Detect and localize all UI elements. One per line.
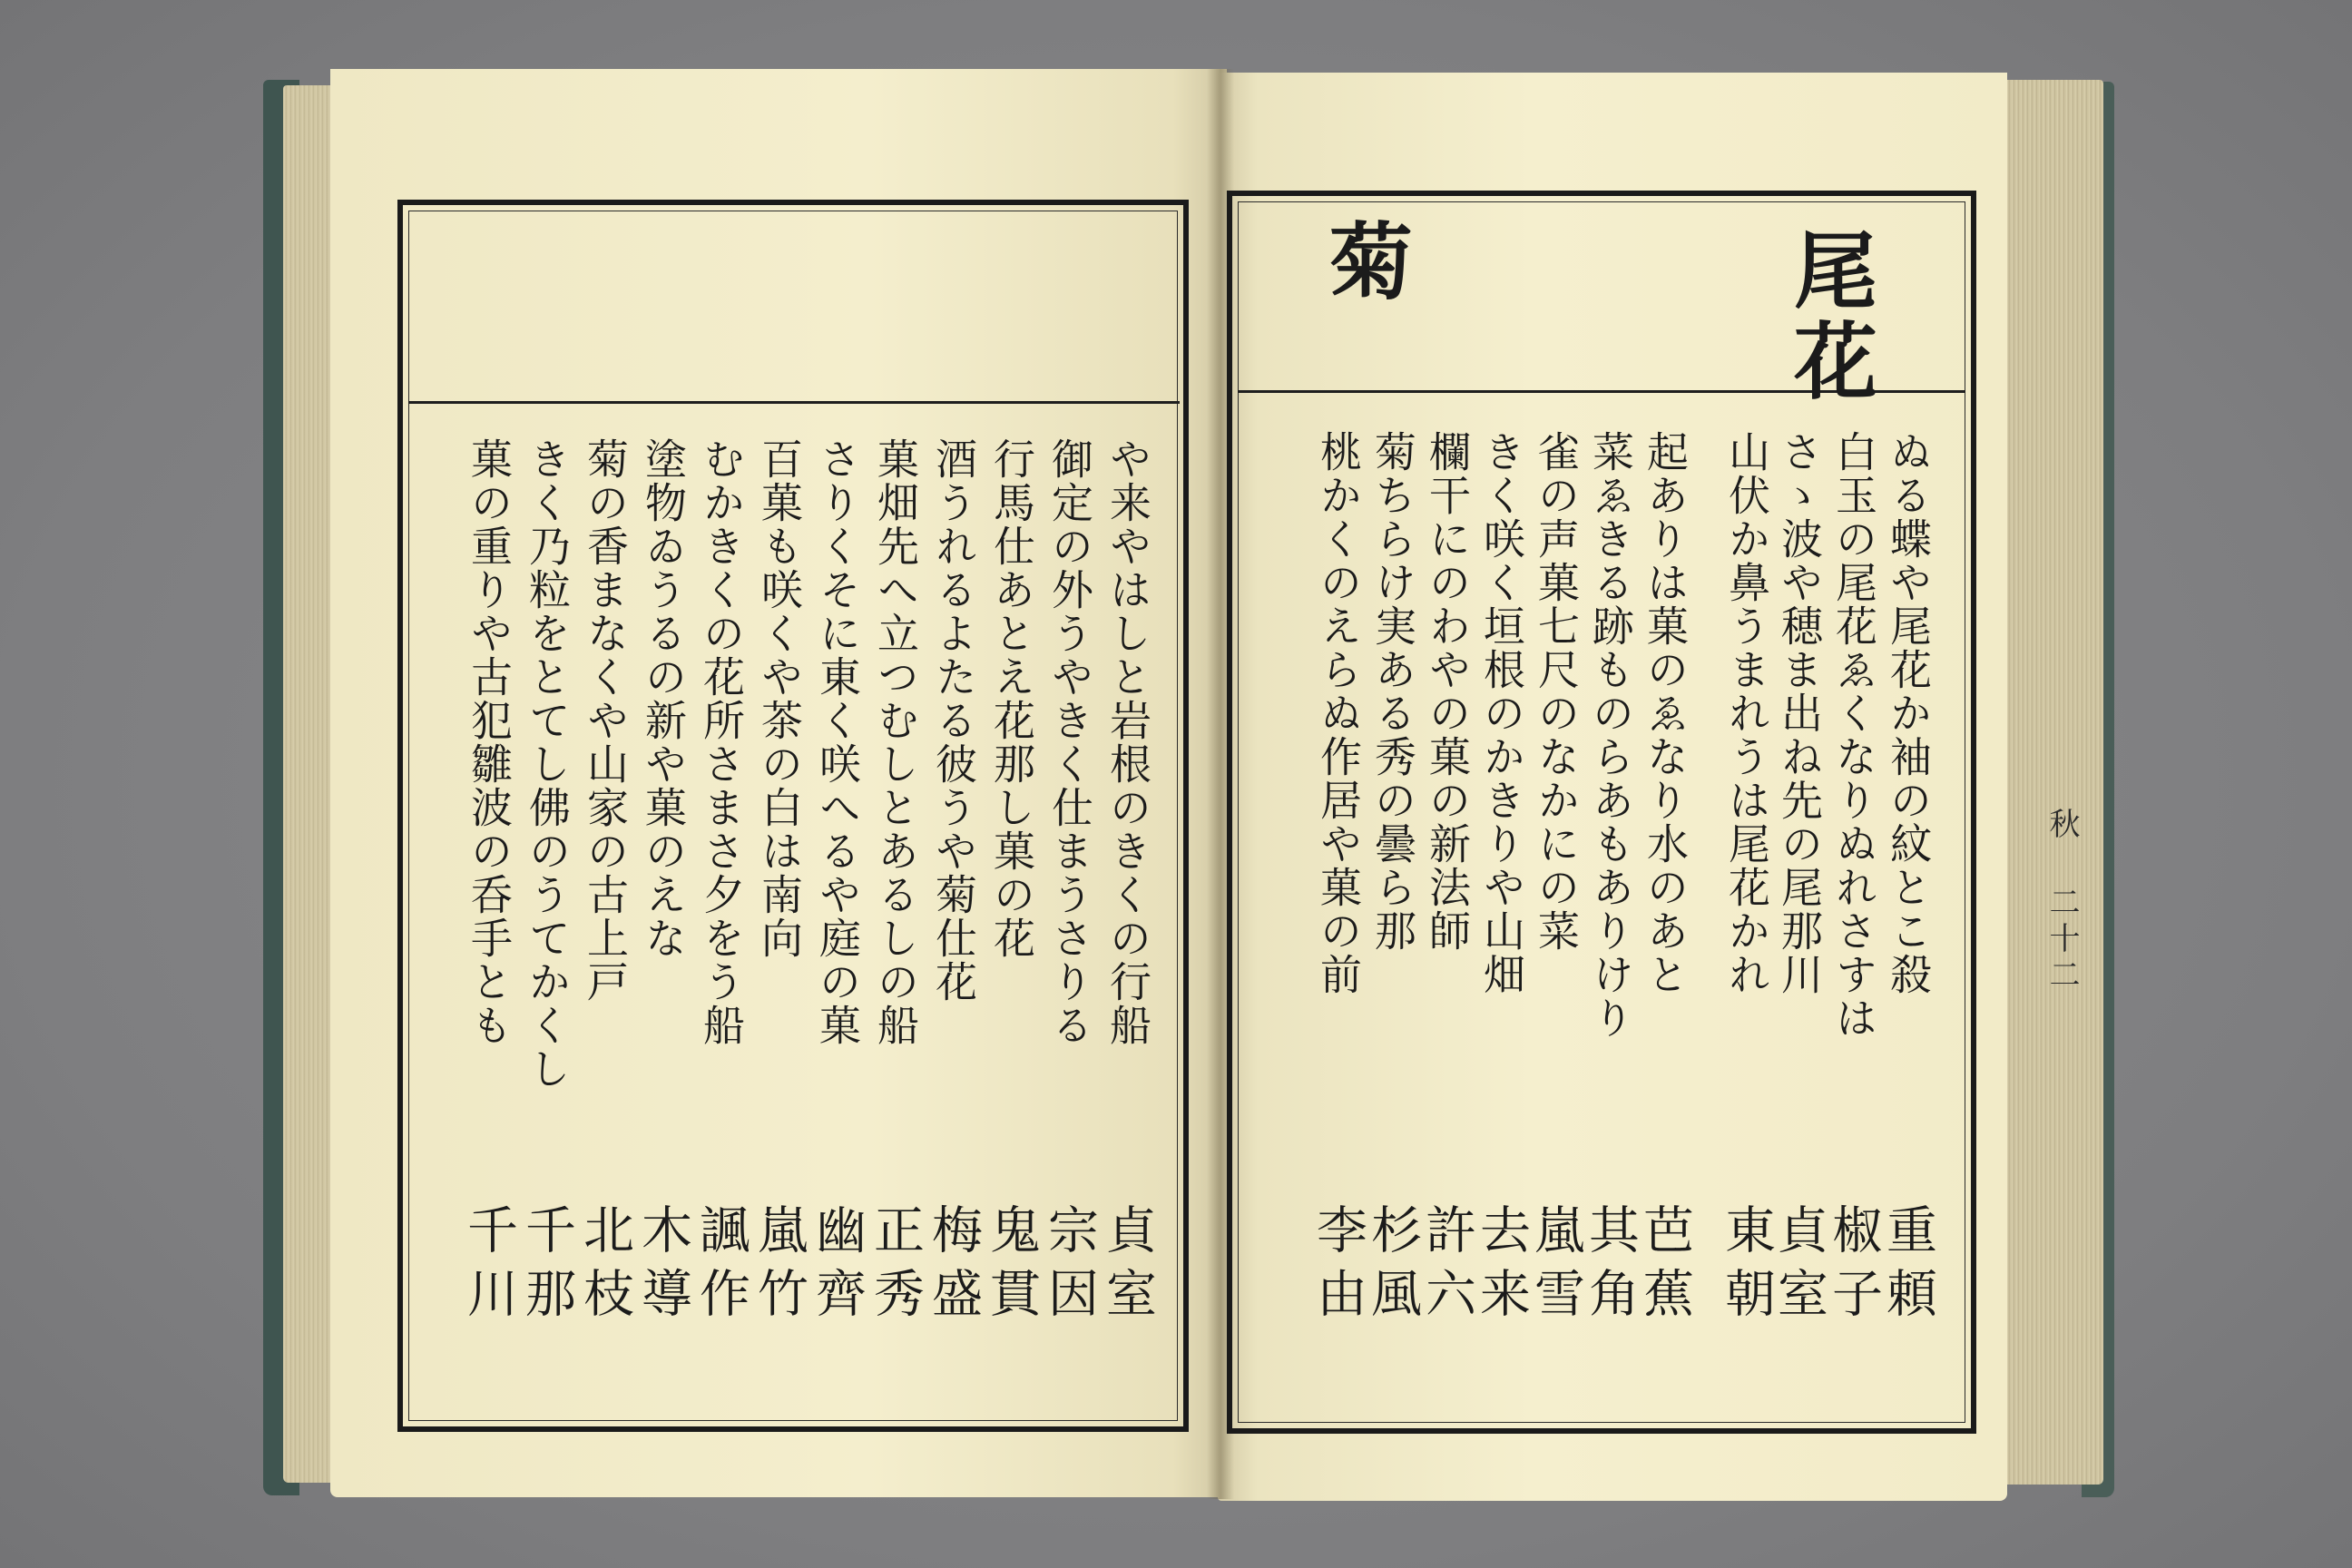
poem-text: 菊ちらけ実ある秀の曇ら那	[1368, 430, 1417, 953]
margin-folio-label: 秋 二十二	[2043, 808, 2080, 995]
poem-text: きく乃粒をとてし佛のうてかくし	[523, 437, 572, 1091]
poem-author: 幽齊	[808, 1203, 867, 1330]
poem-text: 菊の香まなくや山家の古上戸	[581, 437, 630, 1004]
poem-text: 桃かくのえらぬ作居や菓の前	[1314, 430, 1363, 996]
poem-author: 千那	[517, 1203, 576, 1330]
poem-author: 北枝	[575, 1203, 634, 1330]
poem-text: さりくそに東く咲へるや庭の菓	[813, 437, 862, 1047]
poem-text: 山伏か鼻うまれうは尾花かれ	[1722, 430, 1771, 996]
poem-text: むかきくの花所さまさ夕をう船	[697, 437, 746, 1047]
poem-text: 菓畑先へ立つむしとあるしの船	[871, 437, 920, 1047]
poem-text: 菓の重りや古犯雛波の呑手とも	[465, 437, 514, 1047]
poem-author: 芭蕉	[1635, 1203, 1694, 1330]
poem-author: 李由	[1308, 1203, 1367, 1330]
poem-text: 酒うれるよたる彼うや菊仕花	[929, 437, 978, 1004]
poem-author: 其角	[1581, 1203, 1640, 1330]
poem-author: 正秀	[866, 1203, 925, 1330]
poem-text: きく咲く垣根のかきりや山畑	[1477, 430, 1526, 996]
poem-author: 貞室	[1098, 1203, 1157, 1330]
poem-author: 去来	[1472, 1203, 1531, 1330]
poem-text: 欄干にのわやの菓の新法師	[1423, 430, 1472, 953]
poem-author: 嵐竹	[750, 1203, 808, 1330]
open-book	[263, 64, 2114, 1515]
poem-author: 木導	[633, 1203, 692, 1330]
poem-author: 椒子	[1824, 1203, 1883, 1330]
left-header-divider	[408, 401, 1180, 404]
poem-author: 東朝	[1717, 1203, 1776, 1330]
poem-author: 貞室	[1769, 1203, 1828, 1330]
poem-text: 白玉の尾花ゑくなりぬれさすは	[1829, 430, 1878, 1040]
poem-author: 重頼	[1878, 1203, 1937, 1330]
poem-author: 宗因	[1040, 1203, 1099, 1330]
poem-text: 塗物ゐうるの新や菓のえな	[639, 437, 688, 960]
right-page-stack	[2002, 80, 2103, 1485]
poem-text: さゝ波や穂ま出ね先の尾那川	[1775, 430, 1824, 996]
poem-author: 千川	[459, 1203, 518, 1330]
poem-author: 梅盛	[924, 1203, 983, 1330]
poem-author: 鬼貫	[982, 1203, 1041, 1330]
title-kiku: 菊	[1316, 218, 1414, 309]
poem-text: や来やはしと岩根のきくの行船	[1103, 437, 1152, 1047]
title-obana: 尾花	[1780, 227, 1878, 408]
poem-author: 許六	[1417, 1203, 1476, 1330]
poem-text: ぬる蝶や尾花か袖の紋とこ殺	[1884, 430, 1933, 996]
poem-text: 菜ゑきる跡ものらあもありけり	[1586, 430, 1635, 1040]
poem-author: 嵐雪	[1526, 1203, 1585, 1330]
poem-author: 諷作	[691, 1203, 750, 1330]
poem-text: 行馬仕あとえ花那し菓の花	[987, 437, 1036, 960]
poem-text: 雀の声菓七尺のなかにの菜	[1532, 430, 1581, 953]
poem-text: 御定の外うやきく仕まうさりる	[1045, 437, 1094, 1047]
poem-text: 百菓も咲くや茶の白は南向	[755, 437, 804, 960]
poem-text: 起ありは菓のゑなり水のあと	[1641, 430, 1690, 996]
poem-author: 杉風	[1363, 1203, 1422, 1330]
